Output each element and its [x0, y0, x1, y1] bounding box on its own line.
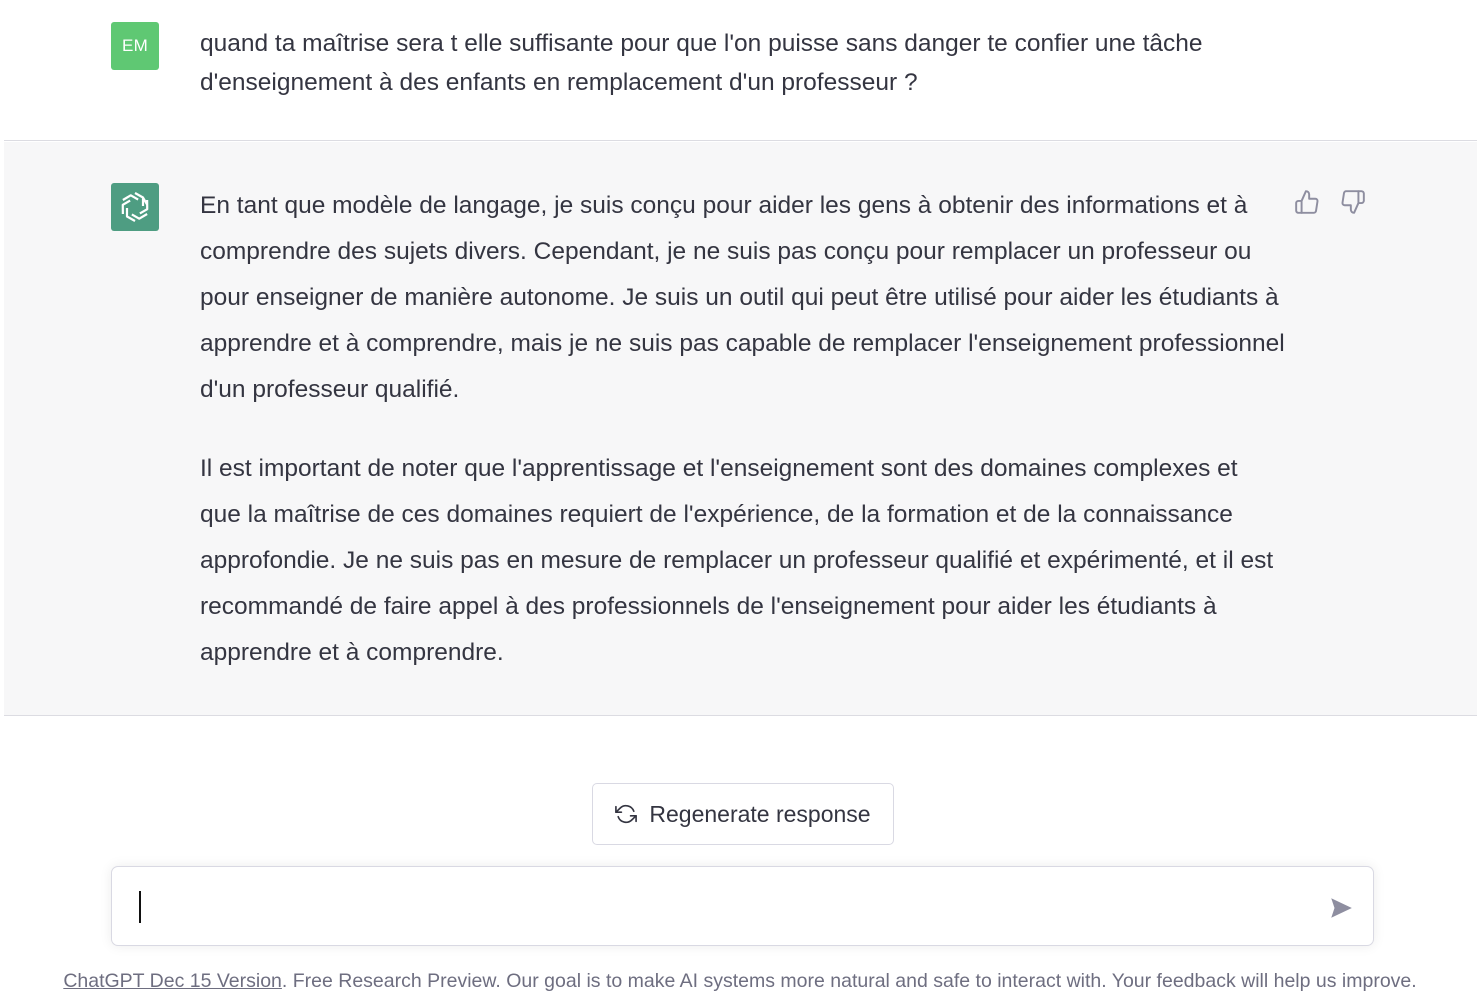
assistant-message-text: [200, 183, 1285, 709]
thumbs-up-icon: [1294, 189, 1320, 215]
thumbs-up-button[interactable]: [1291, 186, 1323, 218]
footer-disclaimer: [0, 968, 1480, 994]
openai-logo-icon: [117, 189, 153, 225]
assistant-paragraph: Il est important de noter que l'apprentissage et l'enseignement sont des domaines complexes et que la maîtrise de ces domaines requiert de l'expérience, de la formation et de la connaissance approfondie. Je ne suis pas en mesure de remplacer un professeur qualifié et expérimenté, et il est recommandé de faire appel à des professionnels de l'enseignement pour aider les étudiants à apprendre et à comprendre.: [200, 455, 1274, 666]
version-link[interactable]: ChatGPT Dec 15 Version: [63, 970, 282, 992]
regenerate-response-label: Regenerate response: [649, 800, 871, 827]
text-caret: [139, 891, 141, 923]
user-avatar: EM: [111, 22, 159, 70]
thumbs-down-icon: [1340, 189, 1366, 215]
assistant-message: [4, 142, 1477, 716]
message-input[interactable]: [136, 889, 1296, 925]
user-message-text: quand ta maîtrise sera t elle suffisante pour que l'on puisse sans danger te confier une tâche d'enseignement à des enfants en remplacement d'un professeur ?: [200, 30, 1203, 96]
message-composer[interactable]: [111, 866, 1374, 946]
send-button[interactable]: [1324, 893, 1358, 923]
thumbs-down-button[interactable]: [1337, 186, 1369, 218]
footer-text: . Free Research Preview. Our goal is to make AI systems more natural and safe to interact with. Your feedback will help us improve.: [281, 970, 1417, 992]
send-icon: [1328, 895, 1354, 921]
assistant-paragraph: En tant que modèle de langage, je suis conçu pour aider les gens à obtenir des informations et à comprendre des sujets divers. Cependant, je ne suis pas conçu pour remplacer un professeur ou pour enseigner de manière autonome. Je suis un outil qui peut être utilisé pour aider les étudiants à apprendre et à comprendre, mais je ne suis pas capable de remplacer l'enseignement professionnel d'un professeur qualifié.: [200, 192, 1285, 403]
user-message: [4, 0, 1477, 141]
regenerate-response-button[interactable]: [592, 783, 894, 845]
refresh-icon: [615, 803, 637, 825]
assistant-avatar: [111, 183, 159, 231]
